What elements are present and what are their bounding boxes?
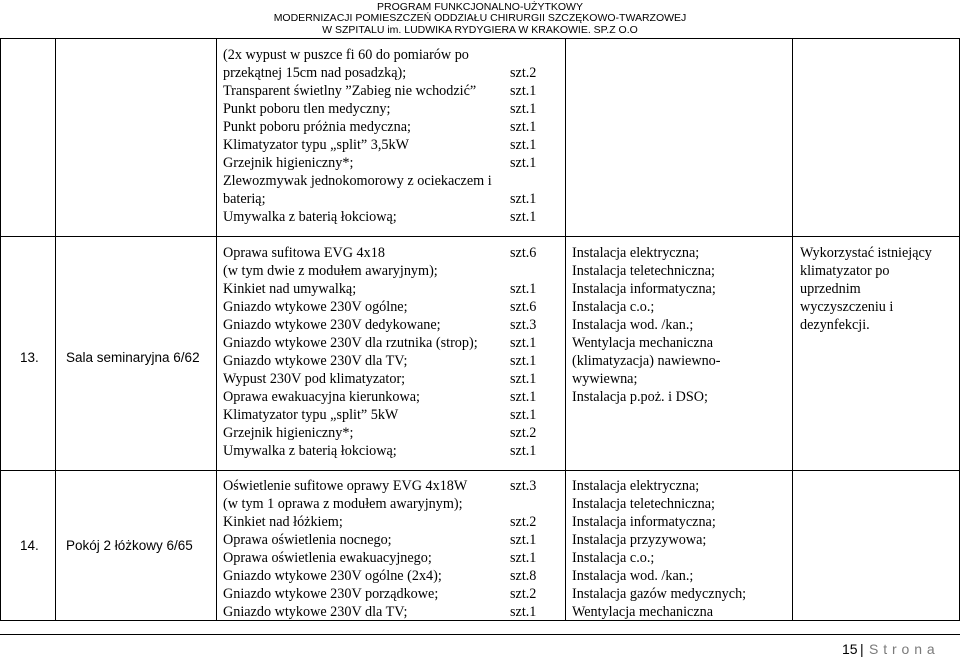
doc-header-line1: PROGRAM FUNKCJONALNO-UŻYTKOWY <box>377 1 583 13</box>
installation-line: Instalacja elektryczna; <box>572 478 700 494</box>
quantity: szt.1 <box>510 407 537 423</box>
equipment-line: Gniazdo wtykowe 230V ogólne (2x4); <box>223 568 442 584</box>
row-number: 14. <box>20 538 39 553</box>
page-separator: | <box>860 641 864 657</box>
quantity: szt.1 <box>510 335 537 351</box>
quantity: szt.3 <box>510 478 537 494</box>
installation-line: Instalacja c.o.; <box>572 299 655 315</box>
installation-line: Instalacja wod. /kan.; <box>572 317 694 333</box>
equipment-line: Grzejnik higieniczny*; <box>223 155 354 171</box>
equipment-line: Oprawa oświetlenia nocnego; <box>223 532 392 548</box>
installation-line: Instalacja gazów medycznych; <box>572 586 747 602</box>
quantity: szt.1 <box>510 389 537 405</box>
equipment-line: Punkt poboru tlen medyczny; <box>223 101 391 117</box>
equipment-line: Oświetlenie sufitowe oprawy EVG 4x18W <box>223 478 468 494</box>
quantity: szt.1 <box>510 281 537 297</box>
footer-rule <box>0 634 960 635</box>
doc-header-line3: W SZPITALU im. LUDWIKA RYDYGIERA W KRAKOWIE. SP.Z O.O <box>322 24 638 36</box>
installation-line: Wentylacja mechaniczna <box>572 335 714 351</box>
equipment-line: Gniazdo wtykowe 230V dla rzutnika (strop); <box>223 335 478 351</box>
quantity: szt.1 <box>510 155 537 171</box>
page-number: 15 <box>842 641 858 657</box>
note-line: dezynfekcji. <box>800 317 870 333</box>
installation-line: Instalacja teletechniczna; <box>572 263 715 279</box>
equipment-line: Zlewozmywak jednokomorowy z ociekaczem i <box>223 173 492 189</box>
installation-line: Instalacja p.poż. i DSO; <box>572 389 708 405</box>
equipment-line: Gniazdo wtykowe 230V ogólne; <box>223 299 408 315</box>
quantity: szt.6 <box>510 299 537 315</box>
quantity: szt.1 <box>510 119 537 135</box>
quantity: szt.1 <box>510 371 537 387</box>
installation-line: Instalacja c.o.; <box>572 550 655 566</box>
quantity: szt.1 <box>510 191 537 207</box>
equipment-line: Transparent świetlny ”Zabieg nie wchodzić” <box>223 83 477 99</box>
quantity: szt.1 <box>510 550 537 566</box>
equipment-line: (2x wypust w puszce fi 60 do pomiarów po <box>223 47 469 63</box>
equipment-line: (w tym dwie z modułem awaryjnym); <box>223 263 438 279</box>
equipment-line: Wypust 230V pod klimatyzator; <box>223 371 406 387</box>
quantity: szt.2 <box>510 514 537 530</box>
note-line: uprzednim <box>800 281 861 297</box>
equipment-line: (w tym 1 oprawa z modułem awaryjnym); <box>223 496 463 512</box>
header-rule <box>0 38 960 39</box>
equipment-line: Gniazdo wtykowe 230V dedykowane; <box>223 317 441 333</box>
installation-line: Wentylacja mechaniczna <box>572 604 714 620</box>
equipment-line: Grzejnik higieniczny*; <box>223 425 354 441</box>
equipment-line: Gniazdo wtykowe 230V dla TV; <box>223 604 408 620</box>
equipment-line: Oprawa sufitowa EVG 4x18 <box>223 245 385 261</box>
equipment-line: Punkt poboru próżnia medyczna; <box>223 119 411 135</box>
quantity: szt.1 <box>510 137 537 153</box>
quantity: szt.1 <box>510 209 537 225</box>
installation-line: (klimatyzacja) nawiewno- <box>572 353 721 369</box>
equipment-line: Gniazdo wtykowe 230V porządkowe; <box>223 586 439 602</box>
equipment-line: Umywalka z baterią łokciową; <box>223 443 397 459</box>
quantity: szt.1 <box>510 83 537 99</box>
quantity: szt.6 <box>510 245 537 261</box>
installation-line: Instalacja informatyczna; <box>572 514 716 530</box>
quantity: szt.1 <box>510 101 537 117</box>
equipment-line: Oprawa ewakuacyjna kierunkowa; <box>223 389 420 405</box>
equipment-line: Klimatyzator typu „split” 3,5kW <box>223 137 409 153</box>
quantity: szt.1 <box>510 604 537 620</box>
equipment-line: Gniazdo wtykowe 230V dla TV; <box>223 353 408 369</box>
note-line: wyczyszczeniu i <box>800 299 894 315</box>
equipment-line: Klimatyzator typu „split” 5kW <box>223 407 399 423</box>
equipment-line: Kinkiet nad łóżkiem; <box>223 514 343 530</box>
equipment-line: Umywalka z baterią łokciową; <box>223 209 397 225</box>
installation-line: Instalacja przyzywowa; <box>572 532 707 548</box>
quantity: szt.1 <box>510 443 537 459</box>
equipment-line: Kinkiet nad umywalką; <box>223 281 357 297</box>
doc-header-line2: MODERNIZACJI POMIESZCZEŃ ODDZIAŁU CHIRURGII SZCZĘKOWO-TWARZOWEJ <box>273 12 687 24</box>
equipment-line: baterią; <box>223 191 266 207</box>
page-label: S t r o n a <box>869 641 936 657</box>
row-number: 13. <box>20 350 39 365</box>
installation-line: Instalacja wod. /kan.; <box>572 568 694 584</box>
quantity: szt.2 <box>510 586 537 602</box>
note-line: Wykorzystać istniejący <box>800 245 932 261</box>
installation-line: Instalacja informatyczna; <box>572 281 716 297</box>
quantity: szt.3 <box>510 317 537 333</box>
note-line: klimatyzator po <box>800 263 890 279</box>
equipment-line: Oprawa oświetlenia ewakuacyjnego; <box>223 550 432 566</box>
quantity: szt.1 <box>510 353 537 369</box>
room-name: Pokój 2 łóżkowy 6/65 <box>66 538 193 553</box>
installation-line: wywiewna; <box>572 371 638 387</box>
installation-line: Instalacja elektryczna; <box>572 245 700 261</box>
room-name: Sala seminaryjna 6/62 <box>66 350 200 365</box>
installation-line: Instalacja teletechniczna; <box>572 496 715 512</box>
quantity: szt.1 <box>510 532 537 548</box>
equipment-line: przekątnej 15cm nad posadzką); <box>223 65 407 81</box>
quantity: szt.2 <box>510 65 537 81</box>
quantity: szt.2 <box>510 425 537 441</box>
quantity: szt.8 <box>510 568 537 584</box>
